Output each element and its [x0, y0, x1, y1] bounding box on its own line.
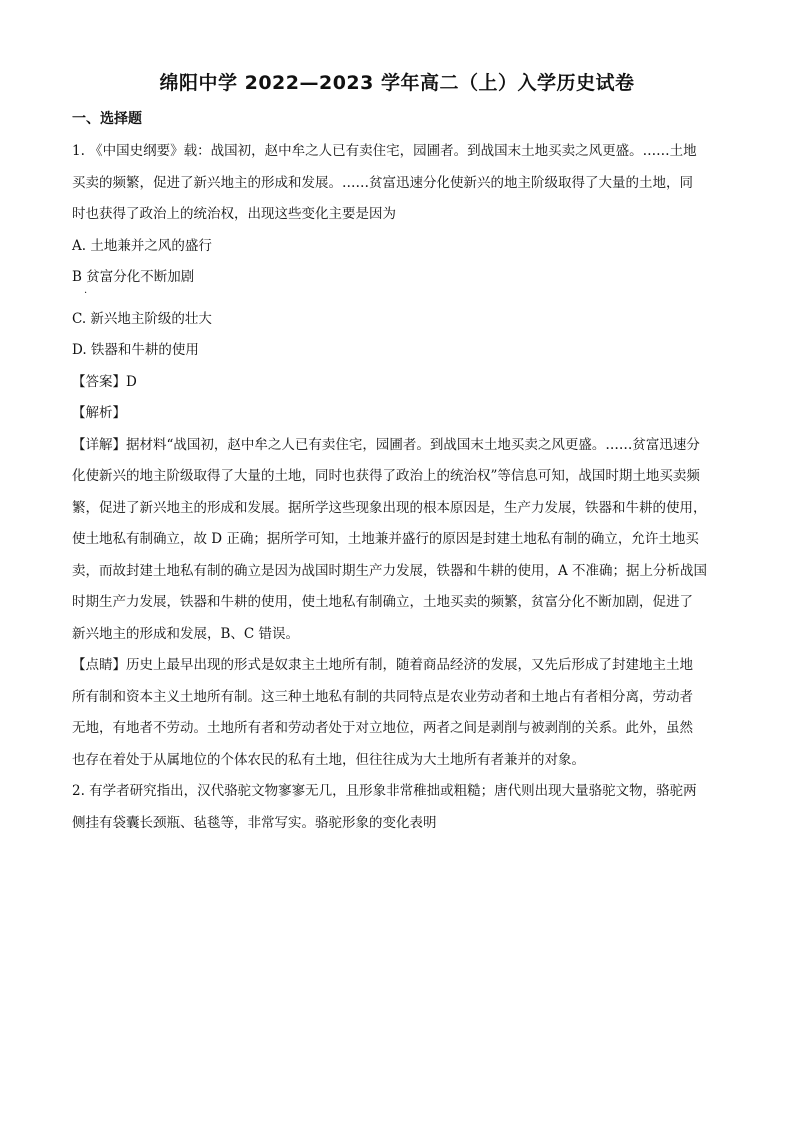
stray-mark-row — [72, 284, 732, 304]
answer-tag: 【答案】 — [72, 373, 126, 390]
point-line: 所有制和资本主义土地所有制。这三种土地私有制的共同特点是农业劳动者和土地占有者相分离，劳动者 — [72, 688, 693, 705]
option-b: B 贫富分化不断加剧 — [72, 269, 195, 285]
detail-line: 时期生产力发展，铁器和牛耕的使用，使土地私有制确立，土地买卖的频繁，贫富分化不断加剧，促进了 — [72, 594, 693, 610]
detail-line: 化使新兴的地主阶级取得了大量的土地，同时也获得了政治上的统治权”等信息可知，战国时期土地买卖频 — [72, 468, 700, 484]
point-tag: 【点睛】 — [72, 657, 126, 673]
question-1-stem-line: 时也获得了政治上的统治权，出现这些变化主要是因为 — [72, 206, 396, 222]
page-title: 绵阳中学 2022—2023 学年高二（上）入学历史试卷 — [159, 72, 635, 94]
answer-line — [72, 367, 732, 399]
detail-line: 新兴地主的形成和发展，B、C 错误。 — [72, 625, 300, 642]
detail-line: 繁，促进了新兴地主的形成和发展。据所学这些现象出现的根本原因是，生产力发展，铁器和牛耕的使用， — [72, 499, 707, 516]
detail-line: 使土地私有制确立，故 D 正确；据所学可知，土地兼并盛行的原因是封建土地私有制的确立，允许土地买 — [72, 531, 699, 547]
analysis-tag: 【解析】 — [72, 405, 126, 421]
document-body — [72, 136, 732, 839]
point-line — [72, 650, 732, 682]
option-a: A. 土地兼并之风的盛行 — [72, 237, 212, 254]
stray-dot: . — [84, 284, 88, 296]
question-1-stem-line: 买卖的频繁，促进了新兴地主的形成和发展。……贫富迅速分化使新兴的地主阶级取得了大量的土地，同 — [72, 174, 693, 191]
point-line: 无地，有地者不劳动。土地所有者和劳动者处于对立地位，两者之间是剥削与被剥削的关系。此外，虽然 — [72, 720, 693, 736]
question-1-stem-line: 1. 《中国史纲要》载：战国初，赵中牟之人已有卖住宅，园圃者。到战国末土地买卖之风更盛。……土地 — [72, 143, 697, 159]
detail-line — [72, 430, 732, 462]
option-c: C. 新兴地主阶级的壮大 — [72, 310, 212, 327]
point-line: 也存在着处于从属地位的个体农民的私有土地，但往往成为大土地所有者兼并的对象。 — [72, 751, 585, 768]
detail-tag: 【详解】 — [72, 436, 126, 453]
answer-value: D — [126, 373, 137, 390]
question-2-stem-line: 侧挂有袋囊长颈瓶、毡毯等，非常写实。骆驼形象的变化表明 — [72, 814, 437, 831]
point-text: 历史上最早出现的形式是奴隶主土地所有制，随着商品经济的发展，又先后形成了封建地主土地 — [126, 657, 693, 673]
option-d: D. 铁器和牛耕的使用 — [72, 342, 199, 358]
detail-line: 卖，而故封建土地私有制的确立是因为战国时期生产力发展，铁器和牛耕的使用，A 不准确；据上分析战国 — [72, 562, 708, 579]
detail-text: 据材料“战国初，赵中牟之人已有卖住宅，园圃者。到战国末土地买卖之风更盛。……贫富迅速分 — [126, 436, 700, 453]
section-heading: 一、选择题 — [72, 111, 142, 127]
question-2-stem-line: 2. 有学者研究指出，汉代骆驼文物寥寥无几，且形象非常稚拙或粗糙；唐代则出现大量骆驼文物，骆驼两 — [72, 783, 697, 799]
